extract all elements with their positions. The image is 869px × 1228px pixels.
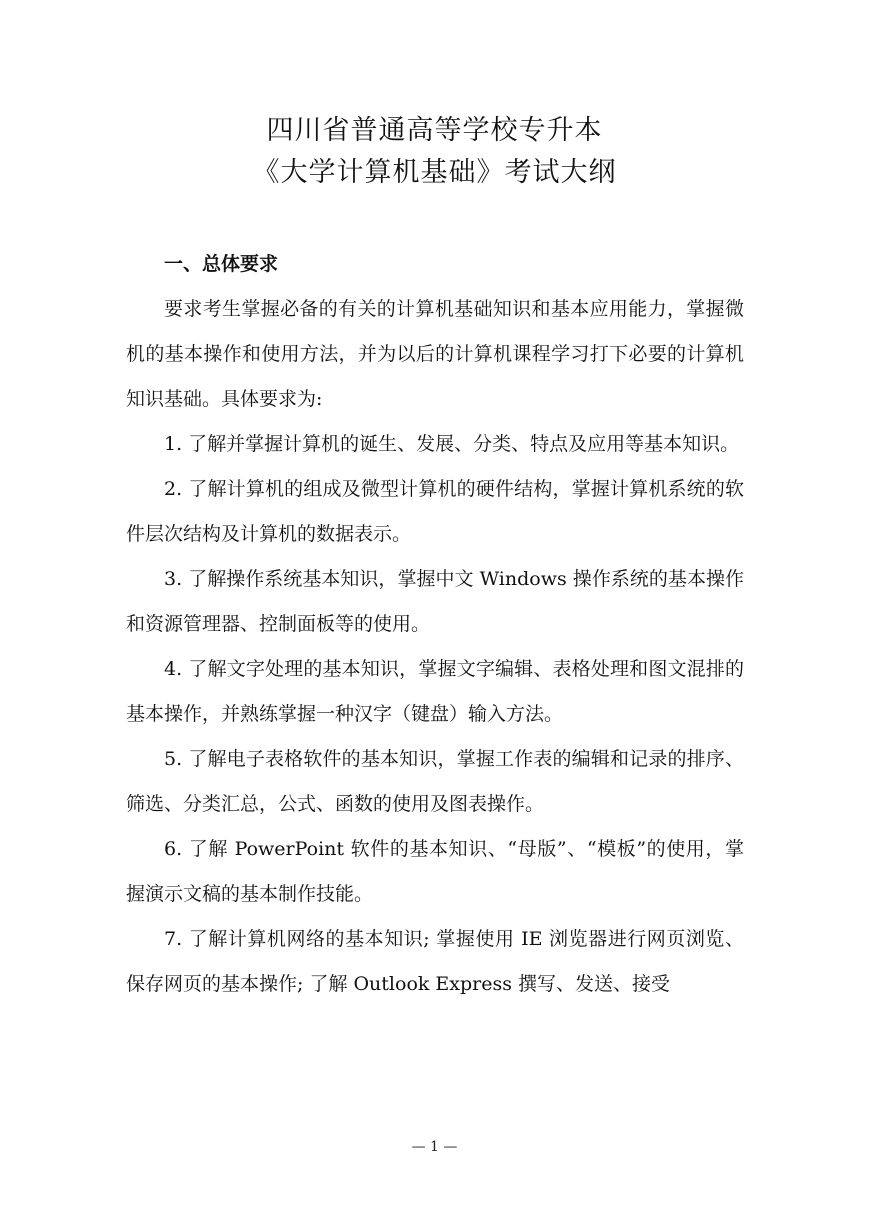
- title-line-2: 《大学计算机基础》考试大纲: [252, 157, 617, 188]
- list-item-7: 7. 了解计算机网络的基本知识; 掌握使用 IE 浏览器进行网页浏览、保存网页的基本操作; 了解 Outlook Express 撰写、发送、接受: [126, 928, 744, 995]
- list-item-1: 1. 了解并掌握计算机的诞生、发展、分类、特点及应用等基本知识。: [164, 433, 740, 455]
- list-item-2: 2. 了解计算机的组成及微型计算机的硬件结构，掌握计算机系统的软件层次结构及计算机的数据表示。: [126, 478, 744, 545]
- intro-paragraph: 要求考生掌握必备的有关的计算机基础知识和基本应用能力，掌握微机的基本操作和使用方法，并为以后的计算机课程学习打下必要的计算机知识基础。具体要求为:: [126, 298, 744, 410]
- list-item-4: 4. 了解文字处理的基本知识，掌握文字编辑、表格处理和图文混排的基本操作，并熟练掌握一种汉字（键盘）输入方法。: [126, 658, 744, 725]
- document-body: [126, 242, 744, 1007]
- page-number: — 1 —: [411, 1139, 458, 1155]
- document-title: [0, 110, 869, 194]
- title-line-1: 四川省普通高等学校专升本: [266, 115, 603, 146]
- list-item-5: 5. 了解电子表格软件的基本知识，掌握工作表的编辑和记录的排序、筛选、分类汇总，公式、函数的使用及图表操作。: [126, 748, 744, 815]
- section-heading: 一、总体要求: [164, 253, 279, 275]
- list-item-6: 6. 了解 PowerPoint 软件的基本知识、“母版”、“模板”的使用，掌握演示文稿的基本制作技能。: [126, 838, 744, 905]
- list-item-3: 3. 了解操作系统基本知识，掌握中文 Windows 操作系统的基本操作和资源管理器、控制面板等的使用。: [126, 568, 744, 635]
